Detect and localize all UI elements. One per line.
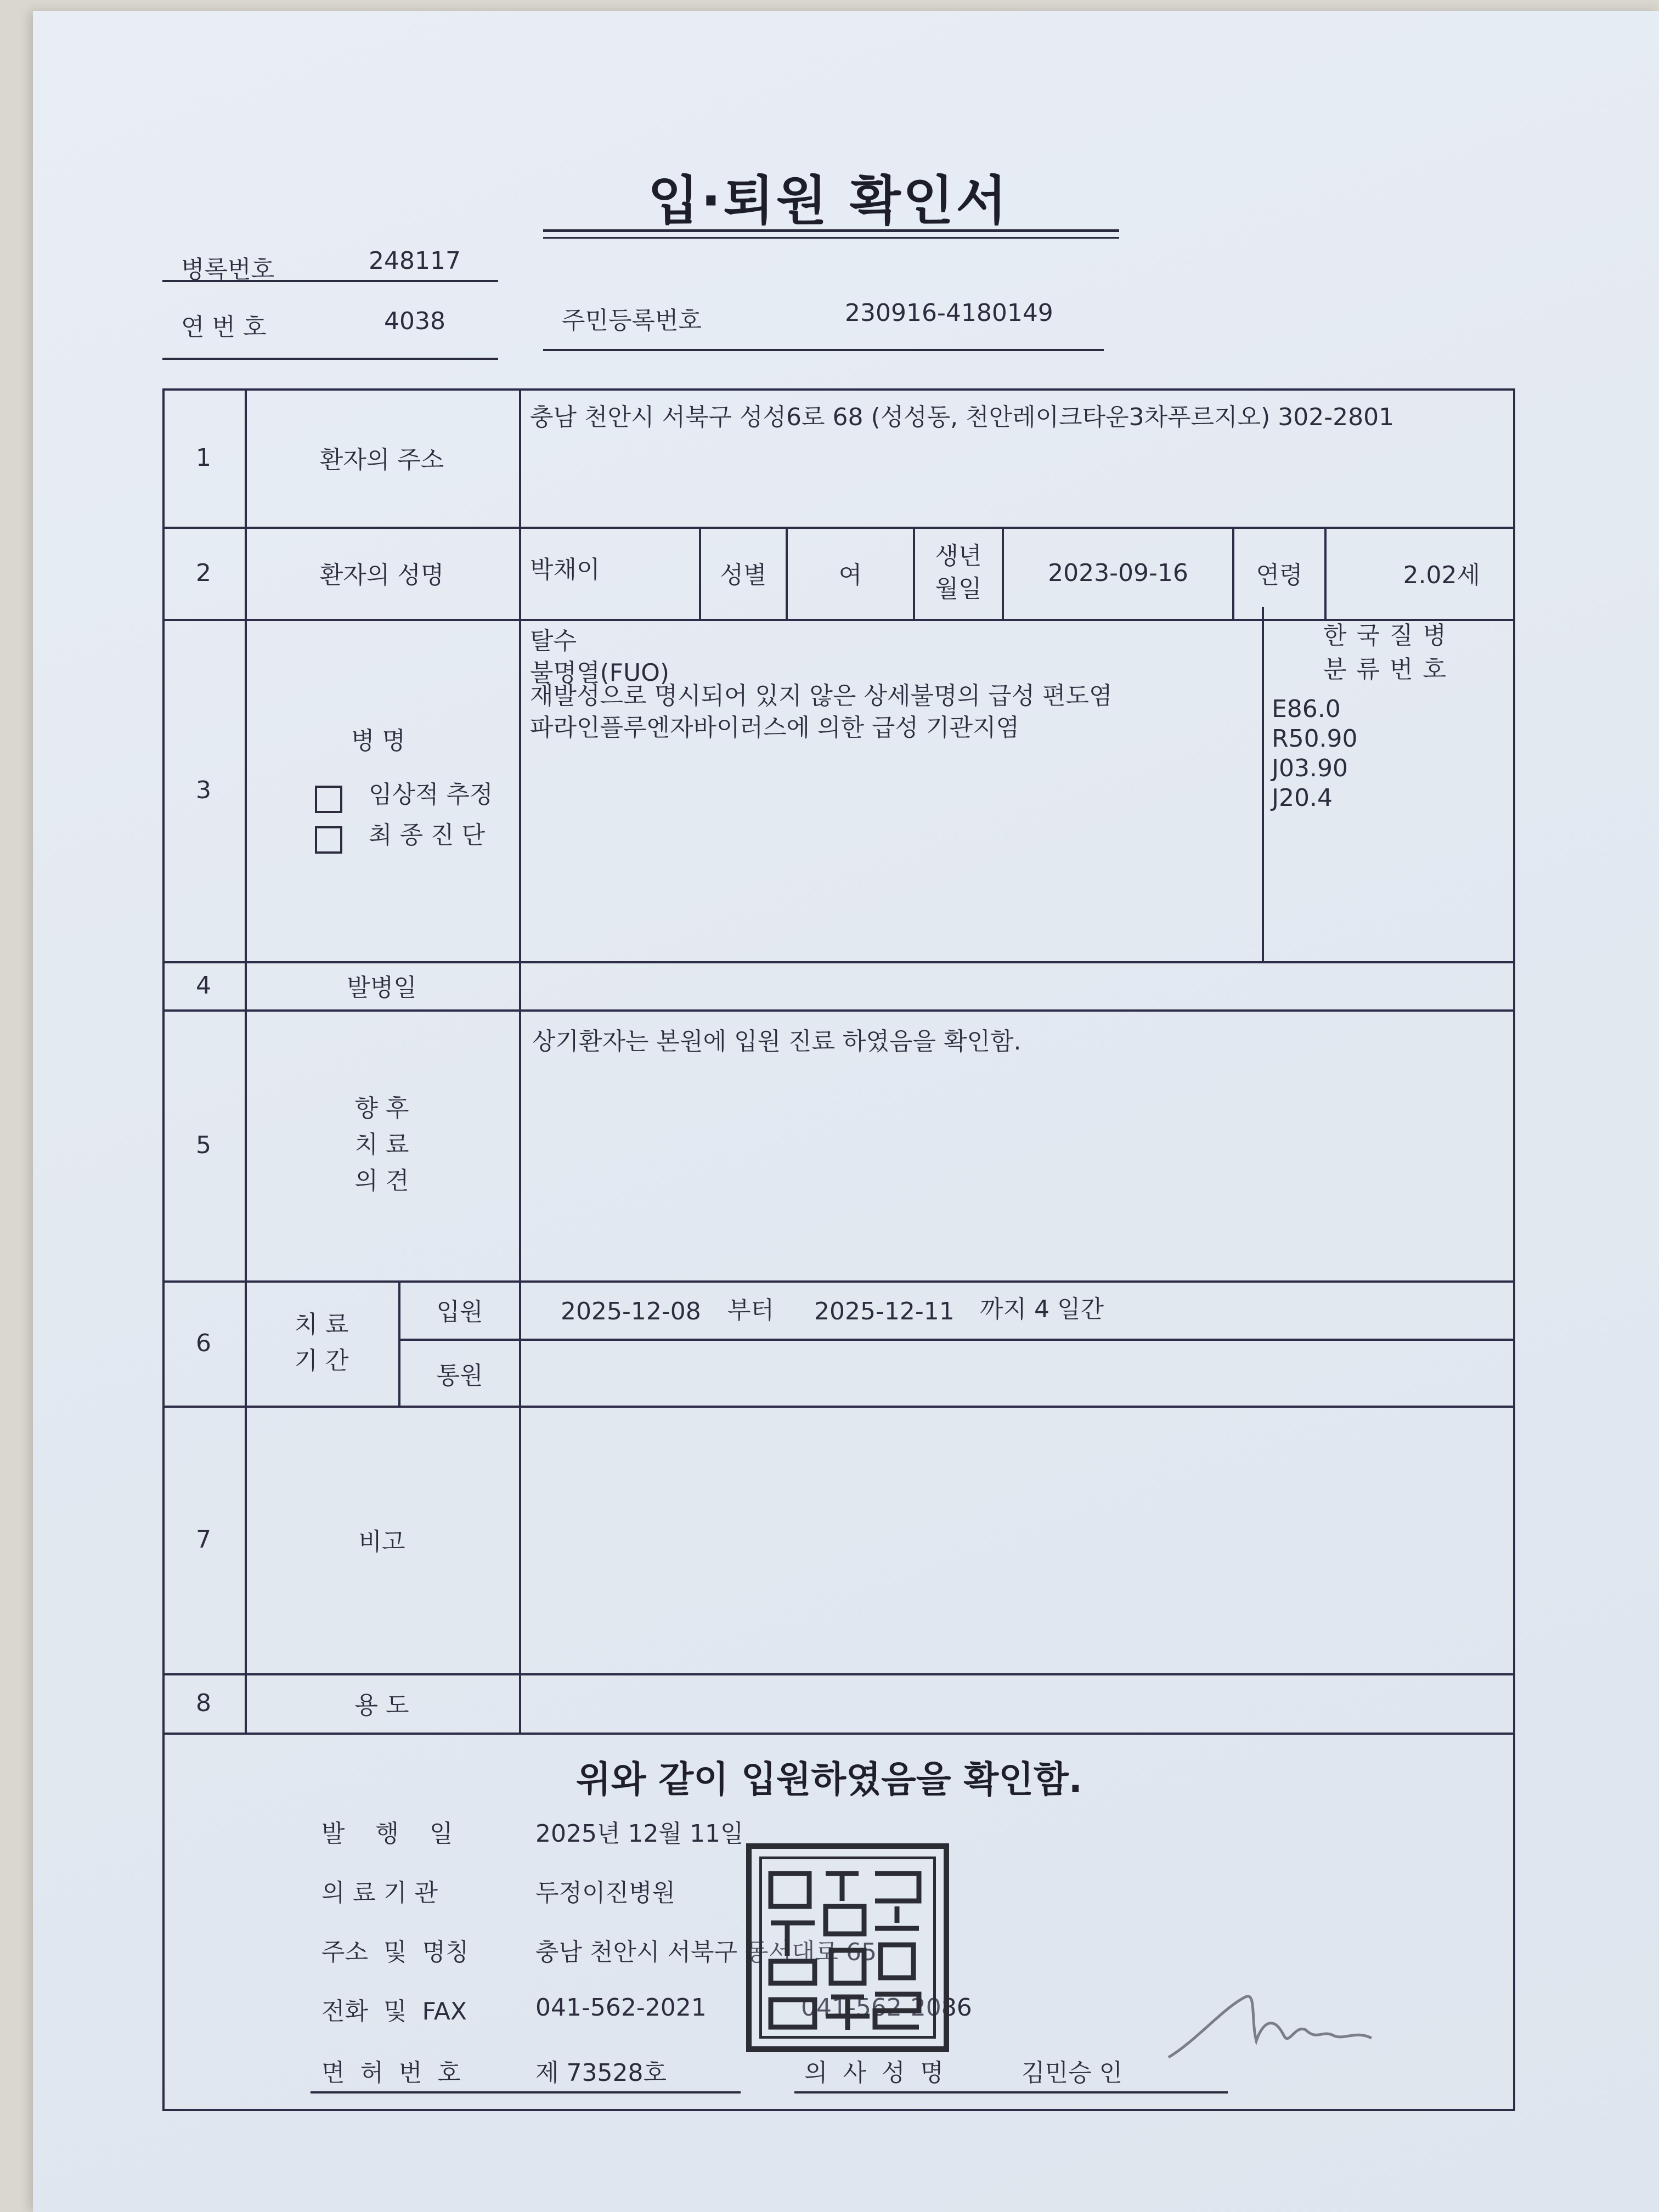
clinical-estimate-checkbox[interactable] [315,786,342,813]
age-value: 2.02세 [1403,561,1480,589]
row3-number: 3 [196,776,211,804]
sex-value: 여 [838,561,862,589]
serial-label: 연 번 호 [181,313,267,341]
row8-label: 용 도 [354,1691,409,1719]
inpatient-from-word: 부터 [727,1296,775,1324]
row1-number: 1 [196,443,211,472]
resident-no-value: 230916-4180149 [845,299,1053,327]
kcd-code-1: E86.0 [1272,695,1341,723]
kcd-code-2: R50.90 [1272,725,1358,753]
confirmation-statement: 위와 같이 입원하였음을 확인함. [576,1758,1082,1801]
kcd-code-4: J20.4 [1272,784,1333,812]
kcd-code-3: J03.90 [1272,754,1348,782]
diagnosis-2: 불명열(FUO) [530,659,669,687]
doctor-name: 김민승 인 [1022,2059,1123,2087]
kcd-label-line2: 분 류 번 호 [1323,656,1447,684]
birth-label [915,527,1002,619]
title-underline-2 [543,237,1119,239]
document-title: 입·퇴원 확인서 [647,170,1009,232]
row6-label-line1: 치 료 [294,1311,349,1339]
record-no-value: 248117 [369,247,461,275]
final-diagnosis-label: 최 종 진 단 [369,821,485,849]
inpatient-to-date: 2025-12-11 [814,1297,955,1325]
row5-label [245,1009,519,1280]
row4-label: 발병일 [347,974,417,1002]
birth-value: 2023-09-16 [1048,558,1188,587]
row2-label: 환자의 성명 [319,561,444,589]
patient-name: 박채이 [530,556,600,584]
seal-glyphs [754,1852,941,2044]
diagnosis-4: 파라인플루엔자바이러스에 의한 급성 기관지염 [530,714,1020,742]
row6-label-line2: 기 간 [294,1347,349,1375]
row7-number: 7 [196,1525,211,1554]
serial-line [162,358,498,360]
license-underline [311,2091,741,2094]
row7-label: 비고 [358,1528,405,1556]
row-divider-2 [162,619,1515,621]
row5-label-line1: 향 후 [354,1094,409,1122]
address-label: 주소 및 명칭 [321,1938,469,1966]
patient-address: 충남 천안시 서북구 성성6로 68 (성성동, 천안레이크타운3차푸르지오) 302-2801 [530,403,1395,431]
row3-label: 병 명 [351,727,405,755]
inpatient-to-word: 까지 4 일간 [980,1295,1104,1323]
diagnosis-3: 재발성으로 명시되어 있지 않은 상세불명의 급성 편도염 [530,682,1113,710]
title-underline [543,229,1119,232]
row1-label: 환자의 주소 [319,446,444,474]
institution: 두정이진병원 [535,1879,676,1907]
age-label: 연령 [1256,561,1303,589]
row5-number: 5 [196,1131,211,1159]
birth-label-line2: 월일 [935,575,982,603]
birth-label-line1: 생년 [935,542,982,570]
resident-no-line [543,349,1104,351]
row5-label-line2: 치 료 [354,1131,409,1159]
clinical-estimate-label: 임상적 추정 [369,781,493,809]
license-label: 면 허 번 호 [321,2059,461,2087]
record-no-label: 병록번호 [181,256,275,284]
inpatient-from-date: 2025-12-08 [561,1297,701,1325]
license-number: 제 73528호 [535,2059,667,2087]
institution-label: 의 료 기 관 [321,1879,438,1907]
row3-code-divider [1262,607,1264,961]
institution-address: 충남 천안시 서북구 동서대로 65 [535,1938,877,1966]
final-diagnosis-checkbox[interactable] [315,826,342,854]
doctor-label: 의 사 성 명 [804,2059,944,2087]
doctor-signature [1163,1975,1383,2074]
kcd-label-line1: 한 국 질 병 [1323,622,1447,650]
row4-number: 4 [196,971,211,1000]
sex-label: 성별 [720,561,767,589]
outpatient-label: 통원 [436,1362,483,1390]
treatment-opinion: 상기환자는 본원에 입원 진료 하였음을 확인함. [532,1028,1022,1056]
row6-label [245,1280,398,1406]
hospital-seal-stamp [746,1843,949,2052]
resident-no-label: 주민등록번호 [562,307,702,335]
diagnosis-1: 탈수 [530,627,577,655]
serial-value: 4038 [384,307,445,335]
row-divider-8 [162,1733,1515,1735]
record-no-line [162,280,498,282]
col-divider-label [519,388,521,1735]
fax: 041-562-2086 [801,1994,972,2022]
row5-label-line3: 의 견 [354,1167,409,1195]
row6-number: 6 [196,1329,211,1357]
tel-fax-label: 전화 및 FAX [321,1997,467,2025]
row2-number: 2 [196,558,211,587]
inpatient-label: 입원 [436,1298,483,1326]
row8-number: 8 [196,1689,211,1717]
doctor-underline [794,2091,1228,2094]
issue-date: 2025년 12월 11일 [535,1820,744,1848]
telephone: 041-562-2021 [535,1994,707,2022]
issue-date-label: 발 행 일 [321,1820,453,1848]
row6-mid-line [398,1339,1515,1341]
